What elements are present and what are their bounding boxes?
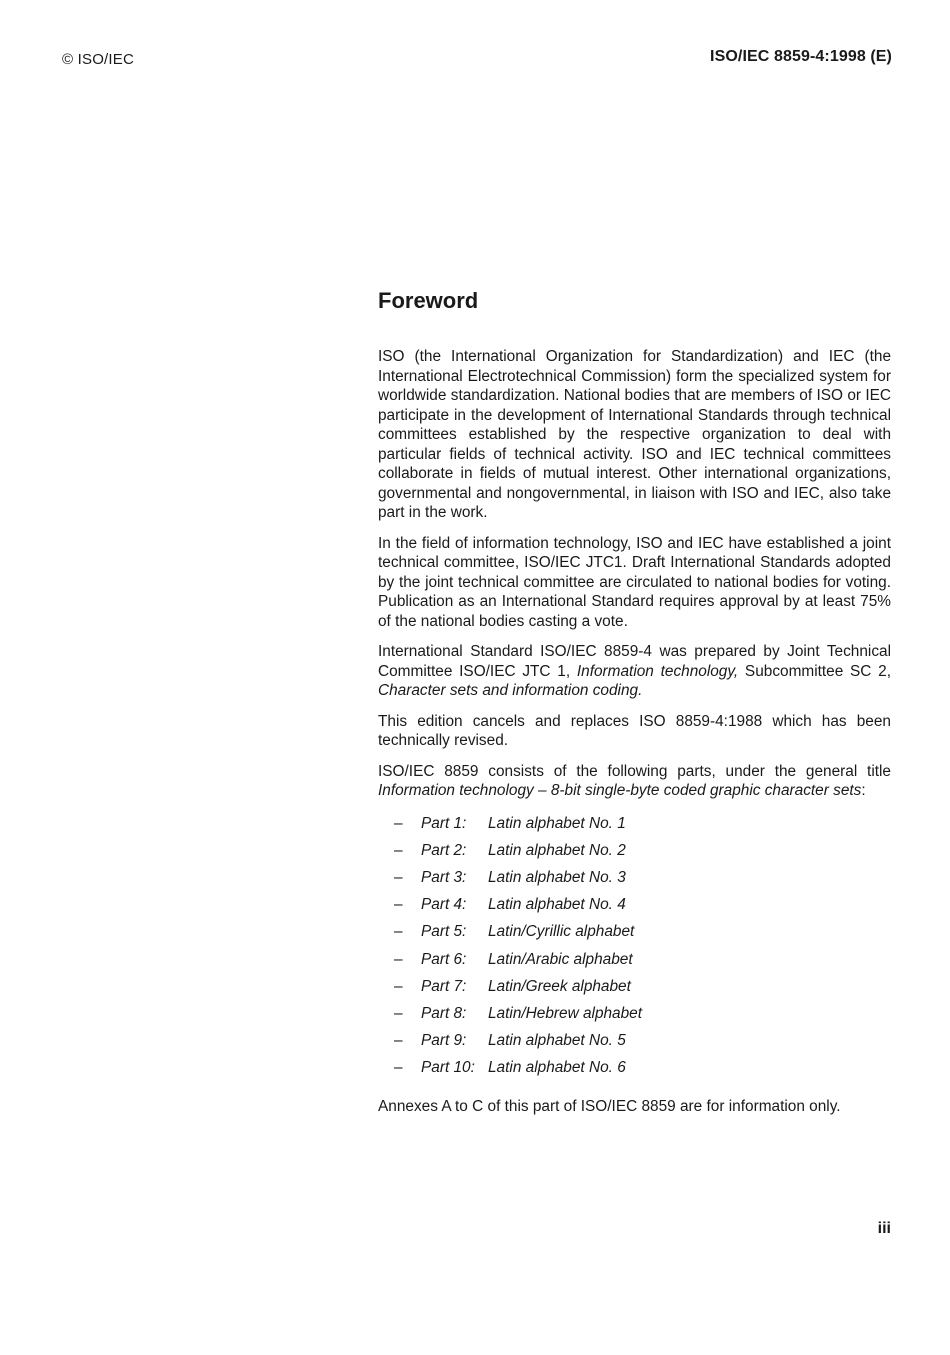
paragraph-prepared-by — [378, 642, 891, 701]
part-number: Part 7: — [421, 977, 467, 995]
part-number: Part 2: — [421, 842, 467, 860]
list-item — [378, 1027, 891, 1054]
page-title: Foreword — [378, 288, 479, 313]
list-item — [378, 946, 891, 973]
para5-post: : — [861, 782, 866, 799]
paragraph-annexes: Annexes A to C of this part of ISO/IEC 8859 are for information only. — [378, 1098, 841, 1116]
list-dash: – — [394, 1058, 403, 1076]
list-dash: – — [394, 950, 403, 968]
list-dash: – — [394, 869, 403, 887]
list-dash: – — [394, 923, 403, 941]
para3-italic2: Character sets and information coding. — [378, 682, 643, 699]
list-dash: – — [394, 842, 403, 860]
header-copyright: © ISO/IEC — [62, 51, 135, 68]
paragraph-edition: This edition cancels and replaces ISO 8859-4:1988 which has been technically revised. — [378, 712, 891, 749]
para3-pre: International Standard ISO/IEC 8859-4 was prepared by Joint Technical Committee ISO/IEC JTC 1, — [378, 643, 891, 680]
paragraph-joint-committee: In the field of information technology, ISO and IEC have established a joint technical committee, ISO/IEC JTC1. Draft International Standards adopted by the joint technical committee are circulated to national bodies for voting. Publication as an International Standard requires approval by at least 75% of the national bodies casting a vote. — [378, 534, 891, 630]
part-name: Latin alphabet No. 2 — [488, 842, 626, 860]
part-number: Part 9: — [421, 1031, 467, 1049]
list-item — [378, 838, 891, 865]
list-dash: – — [394, 977, 403, 995]
part-name: Latin alphabet No. 4 — [488, 896, 626, 914]
foreword-section — [378, 284, 891, 1132]
para5-pre: ISO/IEC 8859 consists of the following parts, under the general title — [378, 762, 891, 780]
part-number: Part 8: — [421, 1004, 467, 1022]
list-dash: – — [394, 896, 403, 914]
paragraph-parts-intro — [378, 762, 891, 801]
list-dash: – — [394, 815, 403, 833]
paragraph-iso-iec-intro: ISO (the International Organization for Standardization) and IEC (the International Electrotechnical Commission) form the specialized system for worldwide standardization. National bodies that are members of ISO or IEC participate in the development of International Standards through technical committees established by the respective organization to deal with particular fields of technical activity. ISO and IEC technical committees collaborate in fields of mutual interest. Other international organizations, governmental and nongovernmental, in liaison with ISO and IEC, also take part in the work. — [378, 348, 891, 521]
para3-mid: Subcommittee SC 2, — [738, 662, 891, 680]
part-name: Latin alphabet No. 3 — [488, 869, 626, 887]
header-document-id: ISO/IEC 8859-4:1998 (E) — [710, 48, 892, 65]
parts-list — [378, 811, 891, 1082]
list-item — [378, 1054, 891, 1081]
part-name: Latin/Hebrew alphabet — [488, 1004, 643, 1022]
part-name: Latin alphabet No. 6 — [488, 1058, 626, 1076]
list-item — [378, 811, 891, 838]
list-item — [378, 973, 891, 1000]
page-number: iii — [877, 1220, 891, 1237]
list-item — [378, 1000, 891, 1027]
part-number: Part 3: — [421, 869, 467, 887]
part-name: Latin/Cyrillic alphabet — [488, 923, 635, 941]
para3-italic1: Information technology, — [576, 662, 739, 680]
list-dash: – — [394, 1031, 403, 1049]
para5-italic: Information technology – 8-bit single-byte coded graphic character sets — [378, 782, 862, 799]
part-name: Latin alphabet No. 5 — [488, 1031, 626, 1049]
list-item — [378, 919, 891, 946]
part-name: Latin/Arabic alphabet — [488, 950, 633, 968]
part-number: Part 10: — [421, 1058, 475, 1076]
part-name: Latin/Greek alphabet — [488, 977, 631, 995]
list-item — [378, 892, 891, 919]
part-number: Part 6: — [421, 950, 467, 968]
part-number: Part 4: — [421, 896, 467, 914]
list-dash: – — [394, 1004, 403, 1022]
part-number: Part 1: — [421, 815, 467, 833]
list-item — [378, 865, 891, 892]
part-name: Latin alphabet No. 1 — [488, 815, 626, 833]
part-number: Part 5: — [421, 923, 467, 941]
